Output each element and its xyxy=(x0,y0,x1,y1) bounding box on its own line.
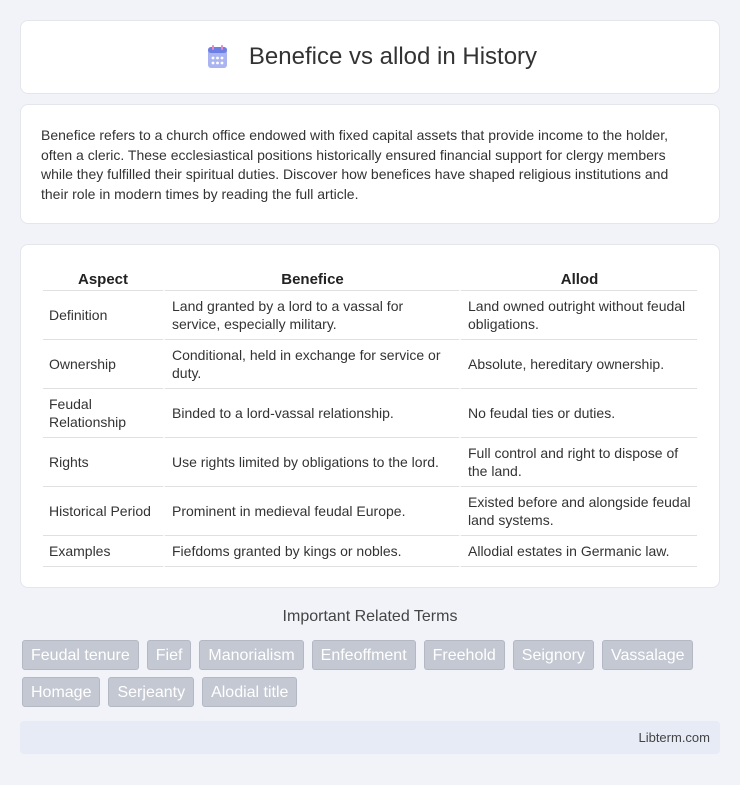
aspect-cell: Ownership xyxy=(43,340,163,389)
table-row xyxy=(43,291,697,340)
related-terms-title: Important Related Terms xyxy=(282,608,458,625)
aspect-cell: Examples xyxy=(43,536,163,567)
table-row xyxy=(43,487,697,536)
intro-card xyxy=(20,104,720,224)
benefice-cell: Prominent in medieval feudal Europe. xyxy=(163,487,459,536)
allod-cell: No feudal ties or duties. xyxy=(459,389,697,438)
table-header-row xyxy=(43,265,697,291)
table-row xyxy=(43,389,697,438)
related-term-tag[interactable]: Fief xyxy=(147,640,192,670)
benefice-cell: Conditional, held in exchange for service or duty. xyxy=(163,340,459,389)
header-benefice: Benefice xyxy=(163,265,459,291)
aspect-cell: Feudal Relationship xyxy=(43,389,163,438)
header-aspect: Aspect xyxy=(43,265,163,291)
allod-cell: Allodial estates in Germanic law. xyxy=(459,536,697,567)
related-term-tag[interactable]: Serjeanty xyxy=(108,677,194,707)
allod-cell: Absolute, hereditary ownership. xyxy=(459,340,697,389)
related-term-tag[interactable]: Manorialism xyxy=(199,640,303,670)
document-icon xyxy=(203,43,231,71)
table-row xyxy=(43,536,697,567)
related-terms-list xyxy=(22,640,722,707)
related-term-tag[interactable]: Homage xyxy=(22,677,100,707)
page-title: Benefice vs allod in History xyxy=(248,43,538,70)
footer xyxy=(20,721,720,754)
allod-cell: Existed before and alongside feudal land systems. xyxy=(459,487,697,536)
allod-cell: Land owned outright without feudal obligations. xyxy=(459,291,697,340)
aspect-cell: Historical Period xyxy=(43,487,163,536)
benefice-cell: Fiefdoms granted by kings or nobles. xyxy=(163,536,459,567)
comparison-table-card xyxy=(20,244,720,588)
header-allod: Allod xyxy=(459,265,697,291)
related-term-tag[interactable]: Seignory xyxy=(513,640,594,670)
related-term-tag[interactable]: Alodial title xyxy=(202,677,297,707)
aspect-cell: Definition xyxy=(43,291,163,340)
aspect-cell: Rights xyxy=(43,438,163,487)
intro-text: Benefice refers to a church office endowed with fixed capital assets that provide income to the holder, often a cleric. These ecclesiastical positions historically ensured financial support for clergy members while they fulfilled their spiritual duties. Discover how benefices have shaped religious institutions and their role in modern times by reading the full article. xyxy=(41,127,669,202)
table-row xyxy=(43,438,697,487)
benefice-cell: Binded to a lord-vassal relationship. xyxy=(163,389,459,438)
benefice-cell: Use rights limited by obligations to the lord. xyxy=(163,438,459,487)
table-row xyxy=(43,340,697,389)
footer-site-link[interactable]: Libterm.com xyxy=(638,730,710,745)
allod-cell: Full control and right to dispose of the land. xyxy=(459,438,697,487)
related-term-tag[interactable]: Vassalage xyxy=(602,640,694,670)
related-term-tag[interactable]: Enfeoffment xyxy=(312,640,416,670)
comparison-table xyxy=(43,265,697,567)
related-term-tag[interactable]: Feudal tenure xyxy=(22,640,139,670)
benefice-cell: Land granted by a lord to a vassal for service, especially military. xyxy=(163,291,459,340)
related-term-tag[interactable]: Freehold xyxy=(424,640,505,670)
header-card xyxy=(20,20,720,94)
